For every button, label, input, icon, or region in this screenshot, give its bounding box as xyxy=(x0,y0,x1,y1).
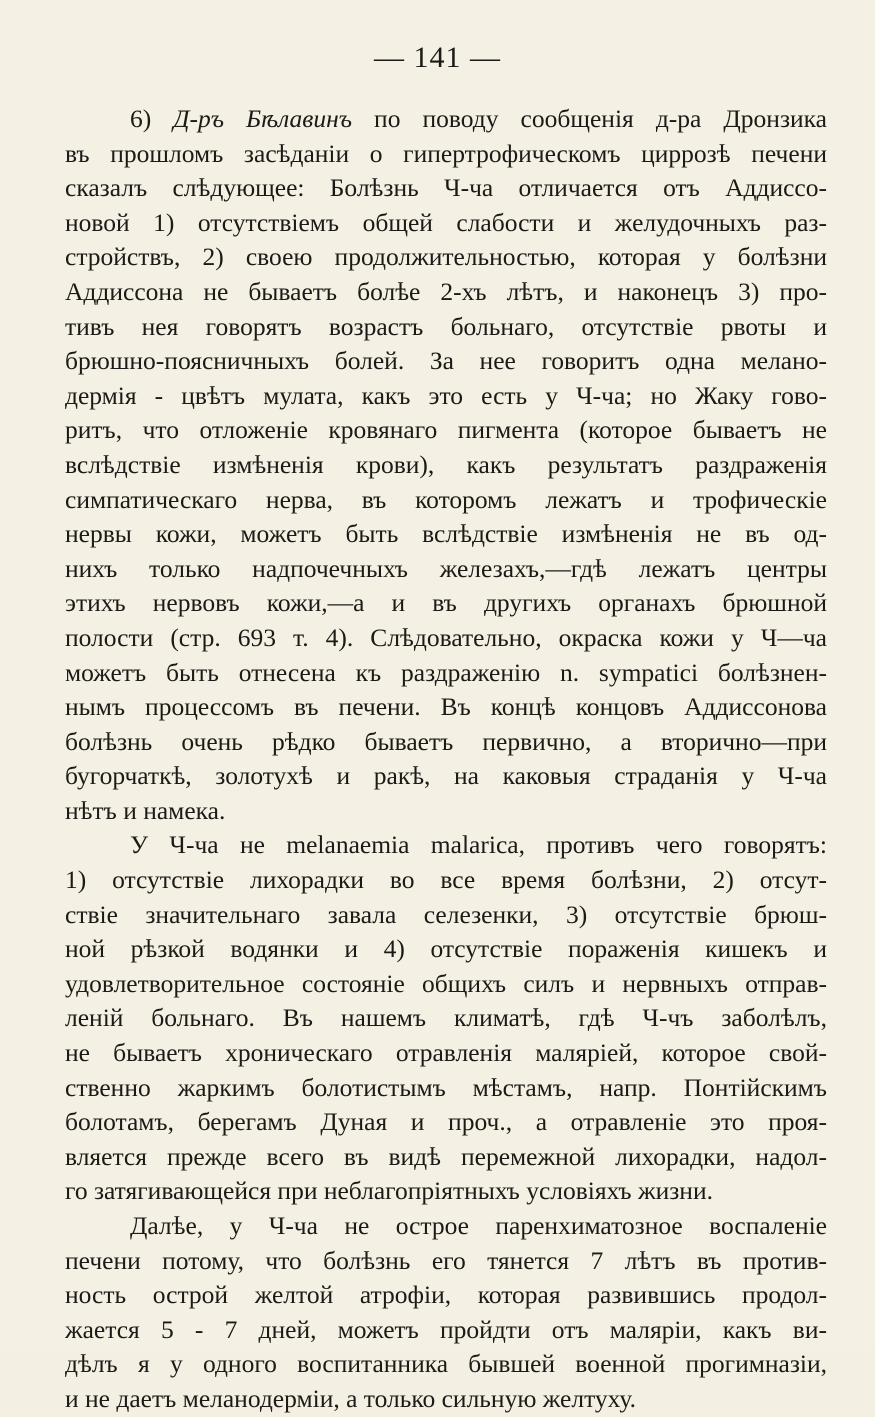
text-segment: сказалъ слѣдующее: Болѣзнь Ч-ча отличается отъ Аддиссо- xyxy=(65,173,827,203)
text-line xyxy=(65,310,827,345)
body-text xyxy=(65,102,827,1417)
text-line xyxy=(65,379,827,414)
text-segment: въ прошломъ засѣданіи о гипертрофическомъ циррозѣ печени xyxy=(65,138,827,168)
text-segment: новой 1) отсутствіемъ общей слабости и желудочныхъ раз- xyxy=(65,207,827,237)
text-line xyxy=(65,1174,827,1209)
text-line xyxy=(65,828,827,863)
text-segment: вляется прежде всего въ видѣ перемежной лихорадки, надол- xyxy=(65,1141,827,1171)
text-line xyxy=(65,171,827,206)
text-segment: У Ч-ча не melanaemia malarica, противъ чего говорятъ: xyxy=(130,830,827,860)
text-segment: бугорчаткѣ, золотухѣ и ракѣ, на каковыя страданія у Ч-ча xyxy=(65,761,827,791)
text-line xyxy=(65,1036,827,1071)
text-line xyxy=(65,137,827,172)
text-segment: болотамъ, берегамъ Дуная и проч., а отравленіе это проя- xyxy=(65,1107,827,1137)
text-line xyxy=(65,690,827,725)
text-segment: леній больнаго. Въ нашемъ климатѣ, гдѣ Ч-чъ заболѣлъ, xyxy=(65,1003,827,1033)
text-segment: дермія - цвѣтъ мулата, какъ это есть у Ч-ча; но Жаку гово- xyxy=(65,380,827,410)
text-line xyxy=(65,344,827,379)
text-segment: нервы кожи, можетъ быть вслѣдствіе измѣненія не въ од- xyxy=(65,519,827,549)
text-segment: полости (стр. 693 т. 4). Слѣдовательно, окраска кожи у Ч—ча xyxy=(65,622,827,652)
text-segment: стройствъ, 2) своею продолжительностью, которая у болѣзни xyxy=(65,242,827,272)
text-segment: тивъ нея говорятъ возрастъ больнаго, отсутствіе рвоты и xyxy=(65,311,827,341)
text-segment: нихъ только надпочечныхъ железахъ,—гдѣ лежатъ центры xyxy=(65,553,827,583)
text-line xyxy=(65,1347,827,1382)
text-segment: и не даетъ меланодерміи, а только сильную желтуху. xyxy=(65,1383,636,1413)
text-line xyxy=(65,275,827,310)
text-segment: удовлетворительное состояніе общихъ силъ и нервныхъ отправ- xyxy=(65,968,827,998)
text-segment: Аддиссона не бываетъ болѣе 2-хъ лѣтъ, и наконецъ 3) про- xyxy=(65,276,827,306)
text-segment: Далѣе, у Ч-ча не острое паренхиматозное воспаленіе xyxy=(130,1211,827,1240)
text-segment: жается 5 - 7 дней, можетъ пройдти отъ маляріи, какъ ви- xyxy=(65,1314,827,1344)
text-line xyxy=(65,1313,827,1348)
text-line xyxy=(65,1244,827,1279)
text-segment: 6) xyxy=(130,104,174,133)
text-line xyxy=(65,552,827,587)
text-line xyxy=(65,1382,827,1417)
text-line xyxy=(65,932,827,967)
text-line xyxy=(65,1071,827,1106)
text-segment: можетъ быть отнесена къ раздраженію n. sympaticі болѣзнен- xyxy=(65,657,827,687)
text-line xyxy=(65,240,827,275)
text-line xyxy=(65,621,827,656)
text-segment: ность острой желтой атрофіи, которая развившись продол- xyxy=(65,1280,827,1310)
text-line xyxy=(65,483,827,518)
text-segment: брюшно-поясничныхъ болей. За нее говоритъ одна мелано- xyxy=(65,346,827,376)
text-line xyxy=(65,759,827,794)
text-line xyxy=(65,1140,827,1175)
text-line xyxy=(65,1278,827,1313)
text-segment: не бываетъ хроническаго отравленія маляріей, которое свой- xyxy=(65,1038,827,1068)
text-line xyxy=(65,725,827,760)
text-segment: вслѣдствіе измѣненія крови), какъ результатъ раздраженія xyxy=(65,449,827,479)
text-segment: печени потому, что болѣзнь его тянется 7 лѣтъ въ против- xyxy=(65,1245,827,1275)
text-line xyxy=(65,448,827,483)
text-segment: симпатическаго нерва, въ которомъ лежатъ и трофическіе xyxy=(65,484,827,514)
text-line xyxy=(65,586,827,621)
text-line xyxy=(65,1001,827,1036)
text-segment: го затягивающейся при неблагопріятныхъ условіяхъ жизни. xyxy=(65,1176,713,1206)
text-segment: болѣзнь очень рѣдко бываетъ первично, а вторично—при xyxy=(65,726,827,756)
text-line xyxy=(65,898,827,933)
text-segment: дѣлъ я у одного воспитанника бывшей военной прогимназіи, xyxy=(65,1349,827,1379)
text-line xyxy=(65,413,827,448)
author-name: Д-ръ Бѣлавинъ xyxy=(173,104,352,133)
text-line xyxy=(65,1209,827,1244)
text-segment: по поводу сообщенія д-ра Дронзика xyxy=(352,104,827,133)
page-number: — 141 — xyxy=(374,41,501,74)
text-segment: ствіе значительнаго завала селезенки, 3) отсутствіе брюш- xyxy=(65,899,827,929)
text-line xyxy=(65,517,827,552)
text-line xyxy=(65,102,827,137)
text-line xyxy=(65,863,827,898)
text-segment: ственно жаркимъ болотистымъ мѣстамъ, напр. Понтійскимъ xyxy=(65,1072,827,1102)
text-line xyxy=(65,1105,827,1140)
text-line xyxy=(65,656,827,691)
text-line xyxy=(65,794,827,829)
text-segment: нѣтъ и намека. xyxy=(65,795,226,825)
text-segment: нымъ процессомъ въ печени. Въ концѣ концовъ Аддиссонова xyxy=(65,692,827,722)
text-segment: этихъ нервовъ кожи,—а и въ другихъ органахъ брюшной xyxy=(65,588,827,618)
text-line xyxy=(65,967,827,1002)
text-segment: ной рѣзкой водянки и 4) отсутствіе пораженія кишекъ и xyxy=(65,934,827,964)
text-segment: ритъ, что отложеніе кровянаго пигмента (которое бываетъ не xyxy=(65,415,827,445)
text-segment: 1) отсутствіе лихорадки во все время болѣзни, 2) отсут- xyxy=(65,865,827,895)
text-line xyxy=(65,206,827,241)
